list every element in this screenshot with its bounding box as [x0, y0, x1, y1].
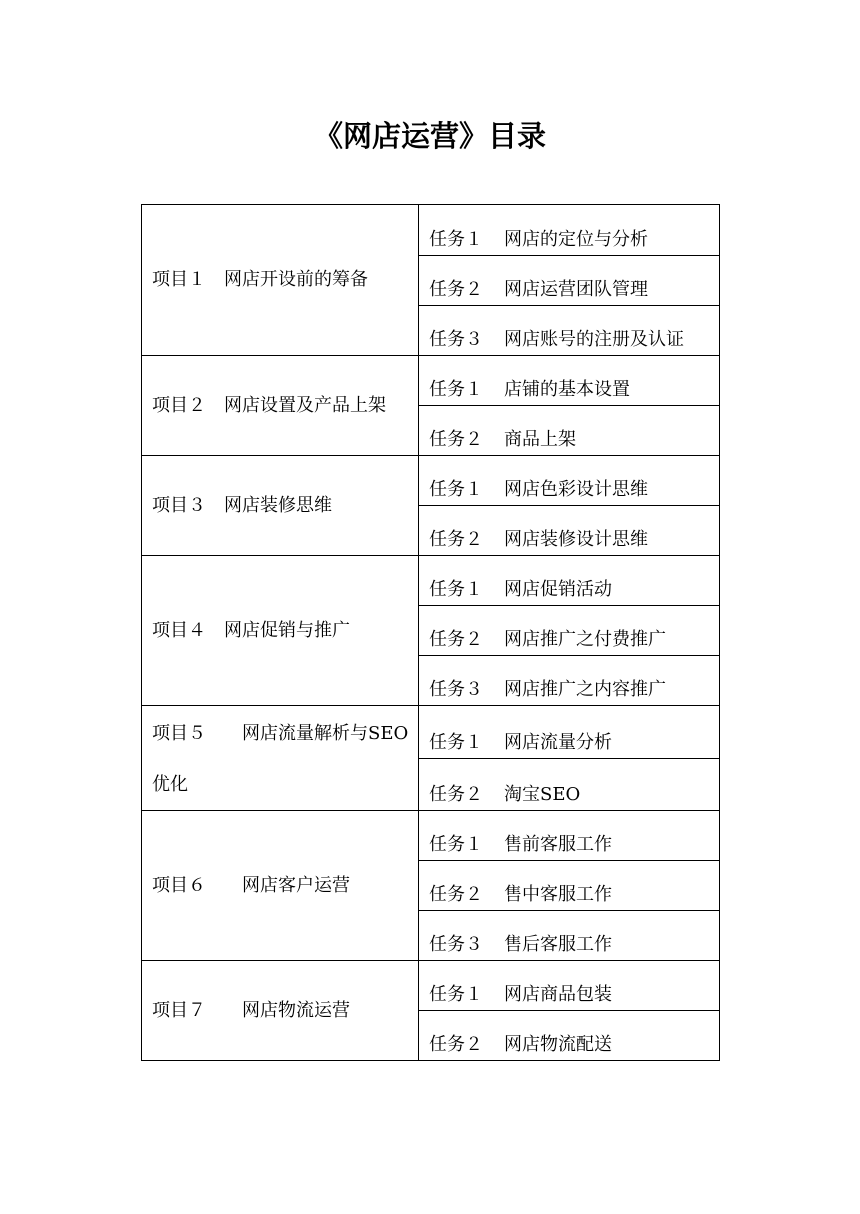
project-cell: [142, 961, 419, 1061]
project-label: 项目６ 网店客户运营: [152, 874, 350, 896]
task-name: 售后客服工作: [504, 934, 612, 955]
task-cell: [419, 406, 720, 456]
toc-table: [141, 204, 720, 1061]
task-cell: [419, 758, 720, 811]
task-name: 网店色彩设计思维: [504, 479, 648, 500]
table-row: [142, 811, 720, 861]
project-cell: [142, 811, 419, 961]
task-number: 任务１: [429, 834, 483, 855]
task-number: 任务３: [429, 679, 483, 700]
task-cell: [419, 1011, 720, 1061]
table-row: [142, 556, 720, 606]
project-label: 项目４ 网店促销与推广: [152, 619, 350, 641]
project-label: 项目２ 网店设置及产品上架: [152, 394, 386, 416]
task-cell: [419, 306, 720, 356]
page-title: 《网店运营》目录: [313, 119, 546, 153]
task-name: 网店运营团队管理: [504, 279, 648, 300]
task-cell: [419, 356, 720, 406]
task-name: 店铺的基本设置: [504, 379, 630, 400]
task-cell: [419, 606, 720, 656]
task-number: 任务２: [429, 529, 483, 550]
task-number: 任务３: [429, 934, 483, 955]
task-name: 网店推广之付费推广: [504, 629, 666, 650]
task-name: 售中客服工作: [504, 884, 612, 905]
task-name: 网店账号的注册及认证: [504, 329, 684, 350]
project-label: 项目３ 网店装修思维: [152, 494, 332, 516]
task-cell: [419, 706, 720, 759]
task-number: 任务１: [429, 731, 483, 753]
table-row: [142, 706, 720, 759]
task-cell: [419, 205, 720, 256]
task-name: 网店促销活动: [504, 579, 612, 600]
task-cell: [419, 961, 720, 1011]
task-number: 任务２: [429, 279, 483, 300]
project-cell: [142, 205, 419, 356]
task-name: 售前客服工作: [504, 834, 612, 855]
task-cell: [419, 456, 720, 506]
task-number: 任务１: [429, 479, 483, 500]
task-name: 网店推广之内容推广: [504, 679, 666, 700]
task-cell: [419, 506, 720, 556]
task-name: 网店商品包装: [504, 984, 612, 1005]
task-number: 任务１: [429, 229, 483, 250]
task-number: 任务１: [429, 579, 483, 600]
task-name: 网店装修设计思维: [504, 529, 648, 550]
task-name: 淘宝SEO: [504, 784, 581, 805]
project-cell: [142, 456, 419, 556]
task-number: 任务２: [429, 429, 483, 450]
task-name: 网店的定位与分析: [504, 229, 648, 250]
table-row: [142, 961, 720, 1011]
project-label: 项目７ 网店物流运营: [152, 999, 350, 1021]
task-number: 任务３: [429, 329, 483, 350]
task-number: 任务２: [429, 784, 483, 805]
project-label: 项目５ 网店流量解析与SEO优化: [152, 723, 409, 795]
project-label: 项目１ 网店开设前的筹备: [152, 269, 368, 290]
task-cell: [419, 811, 720, 861]
table-row: [142, 456, 720, 506]
table-row: [142, 356, 720, 406]
project-cell: [142, 556, 419, 706]
table-row: [142, 205, 720, 256]
task-name: 网店流量分析: [504, 731, 612, 753]
project-cell: [142, 356, 419, 456]
task-number: 任务２: [429, 629, 483, 650]
task-number: 任务１: [429, 379, 483, 400]
task-number: 任务２: [429, 1034, 483, 1055]
task-cell: [419, 656, 720, 706]
task-cell: [419, 556, 720, 606]
task-name: 网店物流配送: [504, 1034, 612, 1055]
task-name: 商品上架: [504, 429, 576, 450]
toc-body: [142, 205, 720, 1061]
project-cell: [142, 706, 419, 811]
task-cell: [419, 256, 720, 306]
task-cell: [419, 861, 720, 911]
task-number: 任务２: [429, 884, 483, 905]
task-number: 任务１: [429, 984, 483, 1005]
task-cell: [419, 911, 720, 961]
